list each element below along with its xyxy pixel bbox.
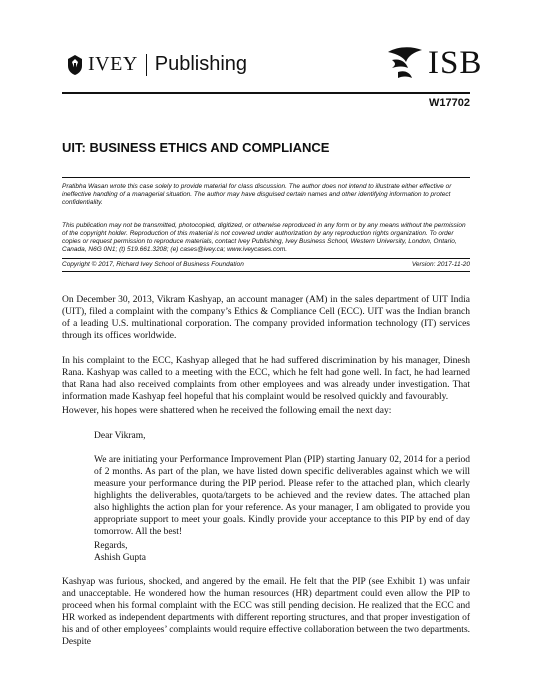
email-closing: Regards, xyxy=(94,541,128,551)
disclaimer-bottom-rule xyxy=(62,258,470,259)
copyright-notice: Copyright © 2017, Richard Ivey School of Business Foundation xyxy=(62,261,244,268)
email-body: We are initiating your Performance Improvement Plan (PIP) starting January 02, 2014 for a period of 2 months. As part of the plan, we have listed down specific deliverables against which we will measure your performance during the PIP period. Please refer to the attached plan, which clearly highlights the deliverables, quota/targets to be achieved and the review dates. The attached plan also highlights the action plan for your reference. As your manager, I am obligated to provide you appropriate support to meet your goals. Kindly provide your acceptance to this PIP by end of day tomorrow. All the best! xyxy=(94,455,470,537)
publishing-wordmark: Publishing xyxy=(154,53,248,75)
isb-bird-icon xyxy=(384,44,424,82)
disclaimer-top-rule xyxy=(62,177,470,178)
logo-divider xyxy=(146,54,147,76)
copyright-rule xyxy=(62,271,470,272)
version-label: Version: 2017-11-20 xyxy=(411,261,470,268)
case-number: W17702 xyxy=(429,97,470,109)
ivey-wordmark: IVEY xyxy=(88,53,138,75)
email-salutation: Dear Vikram, xyxy=(94,431,146,441)
paragraph-4: Kashyap was furious, shocked, and angered by the email. He felt that the PIP (see Exhibit 1) was unfair and unacceptable. He wondered how the human resources (HR) department could even allow the PIP to proceed when his formal complaint with the ECC was still pending decision. He realized that the ECC and HR worked as independent departments with different reporting structures, and that proper investigation of his and of other employees’ complaints would require effective collaboration between the two departments. Despite xyxy=(62,577,471,647)
paragraph-3: However, his hopes were shattered when he received the following email the next day: xyxy=(62,406,392,416)
document-title: UIT: BUSINESS ETHICS AND COMPLIANCE xyxy=(62,140,330,155)
paragraph-1: On December 30, 2013, Vikram Kashyap, an account manager (AM) in the sales department of UIT India (UIT), filed a complaint with the company’s Ethics & Compliance Cell (ECC). UIT was the Indian branch of a leading U.S. multinational corporation. The company provided information technology (IT) services through its offices worldwide. xyxy=(62,295,470,341)
email-signature: Ashish Gupta xyxy=(94,553,146,563)
authorship-disclaimer: Pratibha Wasan wrote this case solely to provide material for class discussion. The author does not intend to illustrate either effective or ineffective handling of a managerial situation. The author may have disguised certain names and other identifying information to protect confidentiality. xyxy=(62,183,452,206)
ivey-publishing-logo xyxy=(66,53,247,76)
ivey-crest-icon xyxy=(66,54,84,76)
copyright-line xyxy=(62,261,470,269)
paragraph-2: In his complaint to the ECC, Kashyap alleged that he had suffered discrimination by his manager, Dinesh Rana. Kashyap was called to a meeting with the ECC, which he felt had gone well. In fact, he had learned that Rana had also received complaints from other employees and was already under investigation. That information made Kashyap feel hopeful that his complaint would be resolved quickly and favourably. xyxy=(62,356,470,402)
permissions-disclaimer: This publication may not be transmitted, photocopied, digitized, or otherwise reproduced in any form or by any means without the permission of the copyright holder. Reproduction of this material is not covered under authorization by any reproduction rights organization. To order copies or request permission to reproduce materials, contact Ivey Publishing, Ivey Business School, Western University, London, Ontario, Canada, N6G 0N1; (t) 519.661.3208; (e) cases@ivey.ca; www.iveycases.com. xyxy=(62,222,466,253)
isb-logo xyxy=(384,44,482,82)
header-rule xyxy=(62,92,470,94)
isb-wordmark: ISB xyxy=(428,44,483,81)
